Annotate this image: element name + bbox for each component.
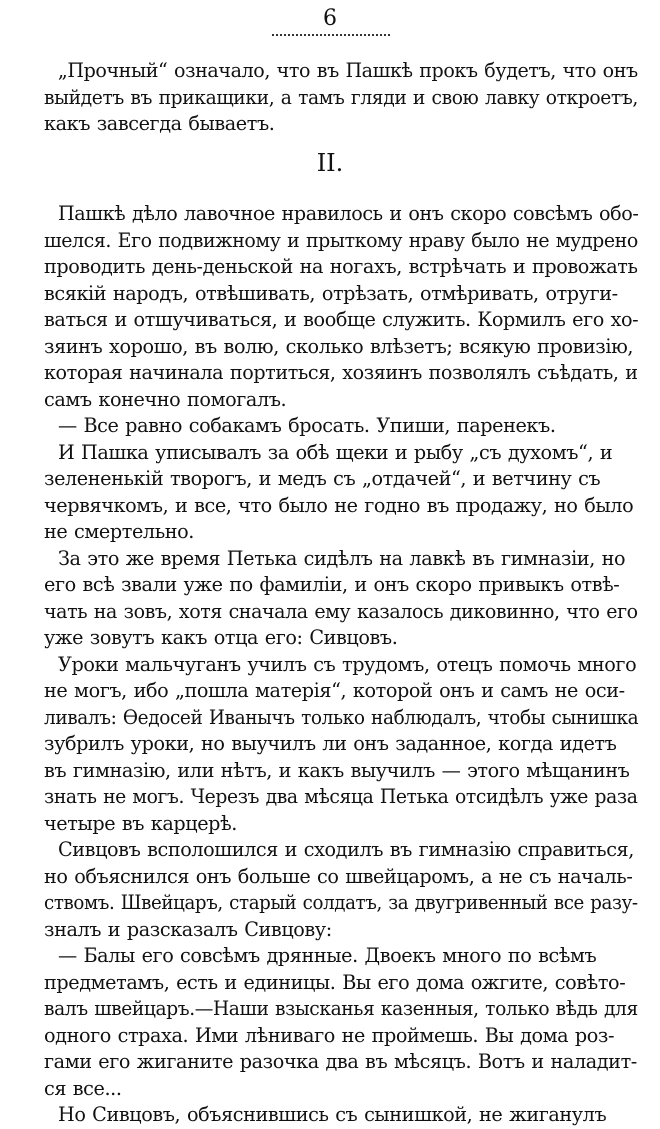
text-line: — Балы его совсѣмъ дрянные. Двоекъ много по всѣмъ bbox=[58, 944, 597, 967]
text-line: ливалъ: Ѳедосей Иванычъ только наблюдалъ, чтобы сынишка bbox=[44, 705, 639, 729]
text-line: въ гимназію, или нѣтъ, и какъ выучилъ — этого мѣщанинъ bbox=[44, 758, 630, 782]
text-line: знать не могъ. Черезъ два мѣсяца Петька отсидѣлъ уже раза bbox=[44, 785, 638, 808]
page-number-rule bbox=[272, 34, 390, 36]
text-line: зубрилъ уроки, но выучилъ ли онъ заданное, когда идетъ bbox=[44, 732, 617, 755]
text-line: ся все... bbox=[44, 1076, 122, 1100]
text-line: какъ завсегда бываетъ. bbox=[44, 112, 275, 135]
text-line: не могъ, ибо „пошла матерія“, которой онъ и самъ не оси- bbox=[44, 679, 625, 702]
text-line: выйдетъ въ прикащики, а тамъ гляди и свою лавку откроетъ, bbox=[44, 85, 638, 109]
text-line: — Все равно собакамъ бросать. Упиши, паренекъ. bbox=[58, 414, 556, 437]
text-line: Но Сивцовъ, объяснившись съ сынишкой, не жиганулъ bbox=[58, 1103, 607, 1126]
text-line: уже зовутъ какъ отца его: Сивцовъ. bbox=[44, 626, 398, 649]
chapter-body bbox=[44, 201, 638, 1129]
text-line: всякій народъ, отвѣшивать, отрѣзать, отмѣривать, отруги- bbox=[44, 281, 618, 305]
text-line: предметамъ, есть и единицы. Вы его дома ожгите, совѣто- bbox=[44, 970, 626, 994]
text-line: зяинъ хорошо, въ волю, сколько влѣзетъ; всякую провизію, bbox=[44, 334, 634, 358]
text-line: зналъ и разсказалъ Сивцову: bbox=[44, 917, 332, 941]
text-line: ствомъ. Швейцаръ, старый солдатъ, за двугривенный все разу- bbox=[44, 891, 638, 914]
text-line: Сивцовъ всполошился и сходилъ въ гимназію справиться, bbox=[58, 838, 634, 861]
intro-paragraph bbox=[44, 58, 638, 138]
text-line: проводить день-деньской на ногахъ, встрѣчать и провожать bbox=[44, 255, 638, 278]
text-line: не смертельно. bbox=[44, 520, 194, 543]
text-line: шелся. Его подвижному и прыткому нраву было не мудрено bbox=[44, 228, 638, 252]
text-line: ваться и отшучиваться, и вообще служить. Кормилъ его хо- bbox=[44, 308, 639, 331]
text-line: гами его жиганите разочка два въ мѣсяцъ. Вотъ и наладит- bbox=[44, 1050, 637, 1073]
text-line: „Прочный“ означало, что въ Пашкѣ прокъ будетъ, что онъ bbox=[57, 59, 638, 82]
text-line: которая начинала портиться, хозяинъ позволялъ съѣдать, и bbox=[44, 361, 638, 384]
text-line: четыре въ карцерѣ. bbox=[44, 811, 237, 835]
page-number: 6 bbox=[323, 6, 337, 31]
text-line: Пашкѣ дѣло лавочное нравилось и онъ скоро совсѣмъ обо- bbox=[57, 202, 639, 225]
text-line: его всѣ звали уже по фамиліи, и онъ скоро привыкъ отвѣ- bbox=[44, 573, 620, 596]
text-line: но объяснился онъ больше со швейцаромъ, а не съ началь- bbox=[44, 864, 633, 888]
text-line: чать на зовъ, хотя сначала ему казалось диковинно, что его bbox=[44, 599, 638, 623]
text-line: самъ конечно помогалъ. bbox=[44, 387, 287, 411]
text-line: червячкомъ, и все, что было не годно въ продажу, но было bbox=[44, 493, 634, 517]
text-line: И Пашка уписывалъ за обѣ щеки и рыбу „съ духомъ“, и bbox=[58, 440, 613, 464]
text-line: зелененькій творогъ, и медъ съ „отдачей“, и ветчину съ bbox=[44, 467, 601, 490]
chapter-heading: II. bbox=[316, 149, 344, 177]
text-line: Уроки мальчуганъ училъ съ трудомъ, отецъ помочь много bbox=[58, 652, 637, 676]
text-line: одного страха. Ими лѣниваго не проймешь. Вы дома роз- bbox=[44, 1023, 615, 1047]
text-line: валъ швейцаръ.—Наши взысканья казенныя, только вѣдь для bbox=[44, 997, 638, 1020]
text-line: За это же время Петька сидѣлъ на лавкѣ въ гимназіи, но bbox=[58, 546, 626, 570]
